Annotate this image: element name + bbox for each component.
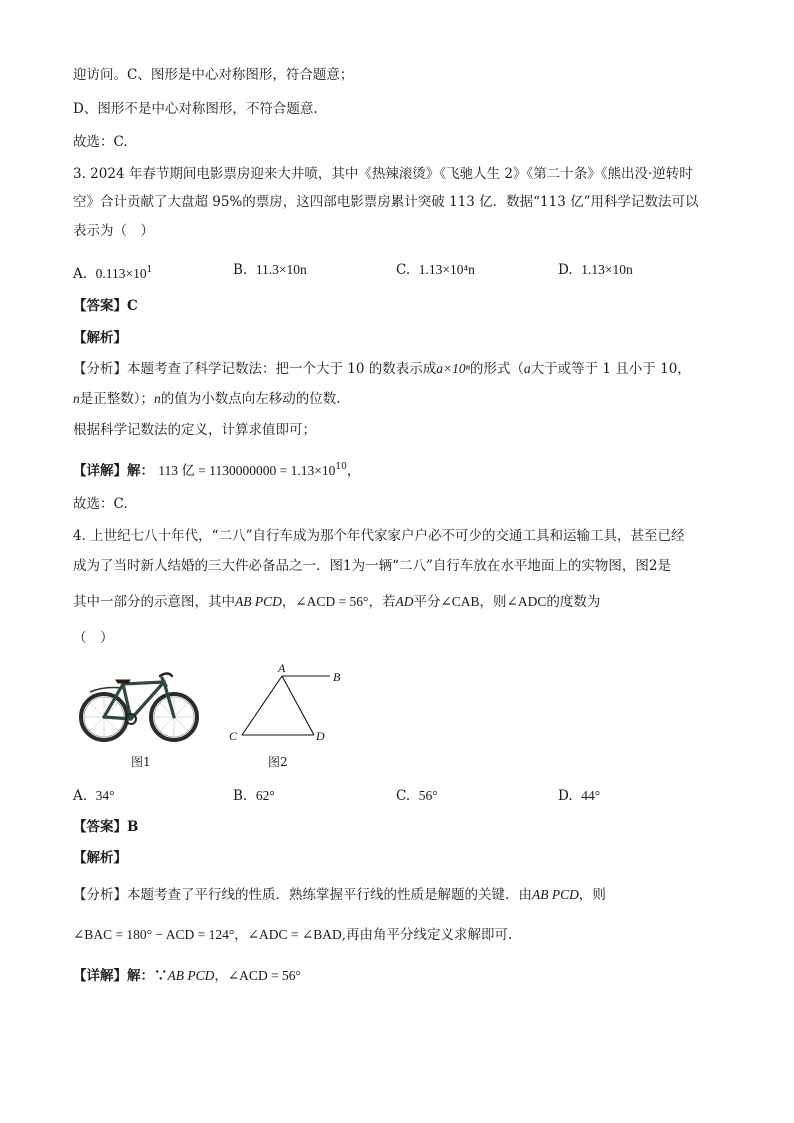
question-4-text: （ ） — [73, 630, 114, 646]
q4-option-c — [396, 787, 438, 805]
q4-text: ， — [281, 594, 296, 610]
q4-text: 其中一部分的示意图，其中 — [73, 594, 235, 610]
option-letter: C. — [396, 788, 411, 804]
math-expression: AD — [395, 594, 414, 609]
text-line: D、图形不是中心对称图形，不符合题意. — [73, 101, 318, 117]
question-4-text — [73, 593, 600, 611]
analysis-text: 的值为小数点向左移动的位数. — [160, 391, 341, 407]
option-text: 0.113×10 — [95, 266, 147, 281]
q4-text: 平分 — [413, 594, 441, 610]
option-letter: A. — [73, 266, 88, 282]
math-expression: a×10ⁿ — [436, 361, 470, 376]
q3-option-c — [396, 261, 475, 279]
math-expression: ∠ADC = ∠BAD — [247, 927, 342, 942]
math-variable: n — [154, 391, 161, 406]
option-text: 11.3×10n — [255, 262, 307, 277]
option-text: 34° — [95, 788, 115, 803]
math-exponent: 10 — [335, 462, 347, 472]
option-letter: D. — [558, 262, 573, 278]
q3-jiexi-heading: 【解析】 — [73, 330, 127, 346]
math-expression: ∠ACD = 56° — [227, 968, 301, 983]
segment-ac — [242, 676, 282, 735]
analysis-text: 【分析】本题考查了科学记数法：把一个大于 10 的数表示成 — [73, 361, 437, 377]
option-letter: C. — [396, 262, 411, 278]
question-4-text: 成为了当时新人结婚的三大件必备品之一．图1为一辆“二八”自行车放在水平地面上的实物图，图2是 — [73, 558, 671, 574]
point-label-d: D — [316, 729, 325, 743]
q4-jiexi-heading: 【解析】 — [73, 850, 127, 866]
math-expression: ∠ACD = 56° — [295, 594, 369, 609]
math-variable: a — [523, 361, 531, 376]
option-letter: A. — [73, 788, 88, 804]
q4-option-d — [558, 787, 600, 805]
q4-option-b — [233, 787, 275, 805]
option-letter: D. — [558, 788, 573, 804]
analysis-text: 的形式（ — [469, 361, 524, 377]
q3-analysis — [73, 360, 691, 378]
analysis-text: 【分析】本题考查了平行线的性质．熟练掌握平行线的性质是解题的关键．由 — [73, 887, 532, 903]
q3-option-b — [233, 261, 307, 279]
math-expression: 113 亿 = 1130000000 = 1.13×10 — [158, 463, 336, 478]
analysis-text: ,再由角平分线定义求解即可. — [341, 927, 513, 943]
option-text: 62° — [255, 788, 275, 803]
q4-text: ，则 — [479, 594, 507, 610]
q3-conclusion: 故选：C. — [73, 496, 128, 512]
q4-option-a — [73, 787, 115, 805]
math-variable: n — [73, 391, 80, 406]
q4-calculation — [73, 926, 512, 944]
q3-option-d — [558, 261, 633, 279]
math-expression: AB PCD — [167, 968, 215, 983]
question-3-text: 表示为（ ） — [73, 223, 154, 239]
question-4-text: 4. 上世纪七八十年代，“二八”自行车成为那个年代家家户户必不可少的交通工具和运输工具，甚至已经 — [73, 528, 685, 544]
text-line: 迎访问。C、图形是中心对称图形，符合题意； — [73, 67, 354, 83]
math-expression: ∠CAB — [440, 594, 480, 609]
option-text: 44° — [581, 788, 601, 803]
analysis-text: 是正整数）； — [79, 391, 154, 407]
question-3-text: 3. 2024 年春节期间电影票房迎来大井喷，其中《热辣滚烫》《飞驰人生 2》《第二十条》《熊出没·逆转时 — [73, 166, 693, 182]
detail-label: 【详解】解：∵ — [73, 968, 168, 984]
q4-analysis — [73, 886, 606, 904]
q4-answer: 【答案】B — [73, 819, 139, 835]
math-expression: ∠ADC — [506, 594, 547, 609]
option-letter: B. — [233, 788, 248, 804]
point-label-a: A — [278, 661, 286, 675]
q3-definition: 根据科学记数法的定义，计算求值即可； — [73, 422, 316, 438]
text-line: 故选：C. — [73, 134, 128, 150]
bicycle-figure — [76, 662, 202, 748]
figure-2-caption: 图2 — [268, 755, 288, 769]
q4-text: 的度数为 — [546, 594, 601, 610]
math-expression: AB PCD — [235, 594, 282, 609]
point-label-c: C — [229, 729, 238, 743]
analysis-text: ， — [234, 927, 248, 943]
math-expression: ∠BAC = 180° − ACD = 124° — [73, 927, 235, 942]
math-expression: AB PCD — [532, 887, 579, 902]
option-text: 56° — [418, 788, 438, 803]
option-letter: B. — [233, 262, 248, 278]
option-text: 1.13×10⁴n — [418, 262, 475, 277]
question-3-text: 空》合计贡献了大盘超 95%的票房，这四部电影票房累计突破 113 亿．数据“113 亿”用科学记数法可以 — [73, 194, 699, 210]
option-exponent: 1 — [146, 265, 153, 275]
q4-text: ，若 — [368, 594, 396, 610]
geometry-diagram — [226, 660, 350, 746]
detail-label: 【详解】解： — [73, 463, 154, 479]
analysis-text: ，则 — [578, 887, 606, 903]
q3-answer: 【答案】C — [73, 298, 138, 314]
q3-detail: 【详解】解： 113 亿 = $1130000000 = 1.13\times 10^{10}$， — [73, 462, 361, 479]
point-label-b: B — [333, 670, 341, 684]
q3-option-a — [73, 261, 152, 283]
figure-1-caption: 图1 — [131, 755, 151, 769]
q4-detail — [73, 967, 301, 985]
segment-ad — [282, 676, 314, 735]
analysis-text: ， — [214, 968, 228, 984]
analysis-text: 大于或等于 1 且小于 10， — [530, 361, 691, 377]
option-text: 1.13×10n — [581, 262, 633, 277]
q3-analysis — [73, 390, 341, 408]
